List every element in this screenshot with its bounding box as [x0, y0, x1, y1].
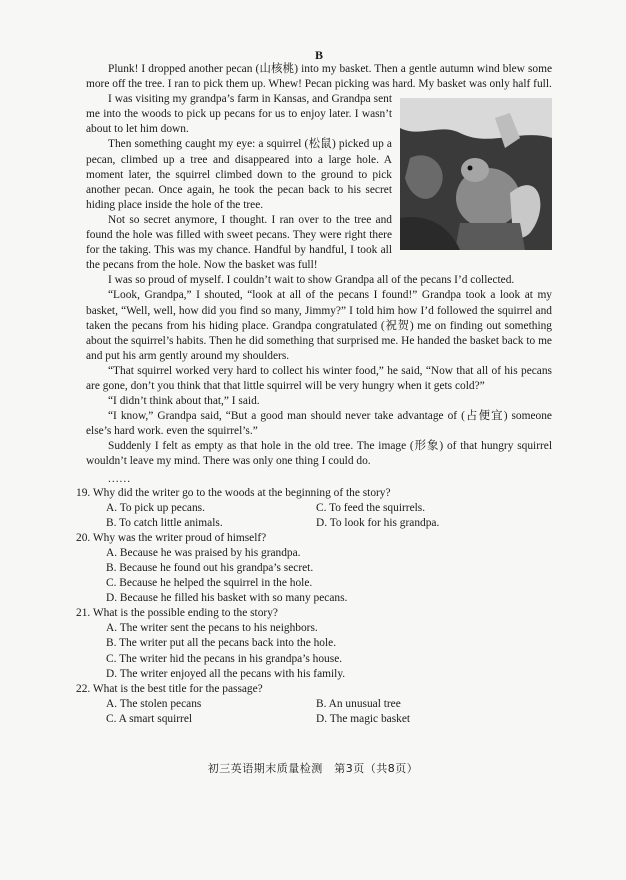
squirrel-icon — [400, 98, 552, 250]
option[interactable]: A. To pick up pecans. — [106, 501, 205, 514]
paragraph-2: I was visiting my grandpa’s farm in Kansas, and Grandpa sent me into the woods to pick up pecans for us to enjoy later. I wasn’t about to let him down. — [86, 93, 392, 136]
section-label: B — [314, 48, 323, 62]
paragraph-10: Suddenly I felt as empty as that hole in the old tree. The image (形象) of that hungry squirrel wouldn’t leave my mind. There was only one thing I could do. — [86, 440, 552, 468]
option[interactable]: D. The magic basket — [316, 712, 411, 725]
paragraph-7: “That squirrel worked very hard to collect his winter food,” he said, “Now that all of his pecans are gone, don’t you think that that little squirrel will be very hungry when it gets cold?” — [86, 364, 552, 392]
paragraph-4: Not so secret anymore, I thought. I ran over to the tree and found the hole was filled with sweet pecans. They were right there for the taking. This was my chance. Handful by handful, I took all the pecans from the hole. Now the basket was full! — [86, 213, 392, 272]
option[interactable]: A. The stolen pecans — [106, 697, 202, 710]
option[interactable]: D. Because he filled his basket with so many pecans. — [106, 592, 348, 605]
question-19-options — [106, 501, 552, 531]
question-21-stem: 21. What is the possible ending to the story? — [76, 607, 278, 620]
questions — [76, 486, 552, 728]
option[interactable]: B. An unusual tree — [316, 697, 401, 710]
option[interactable]: C. The writer hid the pecans in his grandpa’s house. — [106, 652, 343, 665]
option[interactable]: D. The writer enjoyed all the pecans with his family. — [106, 667, 346, 680]
option[interactable]: A. Because he was praised by his grandpa. — [106, 546, 301, 559]
option[interactable]: A. The writer sent the pecans to his neighbors. — [106, 622, 318, 635]
paragraph-6: “Look, Grandpa,” I shouted, “look at all of the pecans I found!” Grandpa took a look at my basket, “Well, well, how did you find so many, Jimmy?” I told him how I’d followed the squirrel and taken the pecans from his hiding place. Grandpa congratulated (祝贺) me on finding out something about the squirrel’s habits. Then he did something that surprised me. He handed the basket back to me and put his arm gently around my shoulders. — [86, 289, 552, 362]
option[interactable]: B. The writer put all the pecans back into the hole. — [106, 637, 337, 650]
ellipsis: ...... — [108, 472, 132, 485]
paragraph-5: I was so proud of myself. I couldn’t wait to show Grandpa all of the pecans I’d collected. — [108, 274, 515, 287]
option[interactable]: B. Because he found out his grandpa’s secret. — [106, 562, 314, 574]
squirrel-illustration — [400, 98, 552, 250]
question-22-stem: 22. What is the best title for the passage? — [76, 682, 263, 695]
option[interactable]: B. To catch little animals. — [106, 516, 223, 529]
paragraph-9: “I know,” Grandpa said, “But a good man should never take advantage of (占便宜) someone else’s hard work. even the squirrel’s.” — [86, 410, 552, 438]
option[interactable]: C. Because he helped the squirrel in the hole. — [106, 577, 313, 590]
paragraph-1: Plunk! I dropped another pecan (山核桃) into my basket. Then a gentle autumn wind blew some more off the tree. I ran to pick them up. Whew! Pecan picking was hard. My basket was only half full. — [86, 63, 552, 91]
question-20-stem: 20. Why was the writer proud of himself? — [76, 531, 267, 544]
page-footer: 初三英语期末质量检测 第3页（共8页） — [207, 762, 419, 775]
option[interactable]: C. To feed the squirrels. — [316, 501, 426, 514]
paragraph-3: Then something caught my eye: a squirrel (松鼠) picked up a pecan, climbed up a tree and disappeared into a large hole. A moment later, the squirrel climbed down to the ground to pick another pecan. Once again, he took the pecan back to his secret hiding place inside the hole of the tree. — [86, 138, 392, 211]
exam-page — [76, 48, 552, 727]
question-22-options — [106, 697, 552, 727]
option[interactable]: C. A smart squirrel — [106, 712, 193, 725]
paragraph-8: “I didn’t think about that,” I said. — [108, 395, 260, 408]
option[interactable]: D. To look for his grandpa. — [316, 516, 440, 529]
question-19-stem: 19. Why did the writer go to the woods at the beginning of the story? — [76, 486, 391, 499]
